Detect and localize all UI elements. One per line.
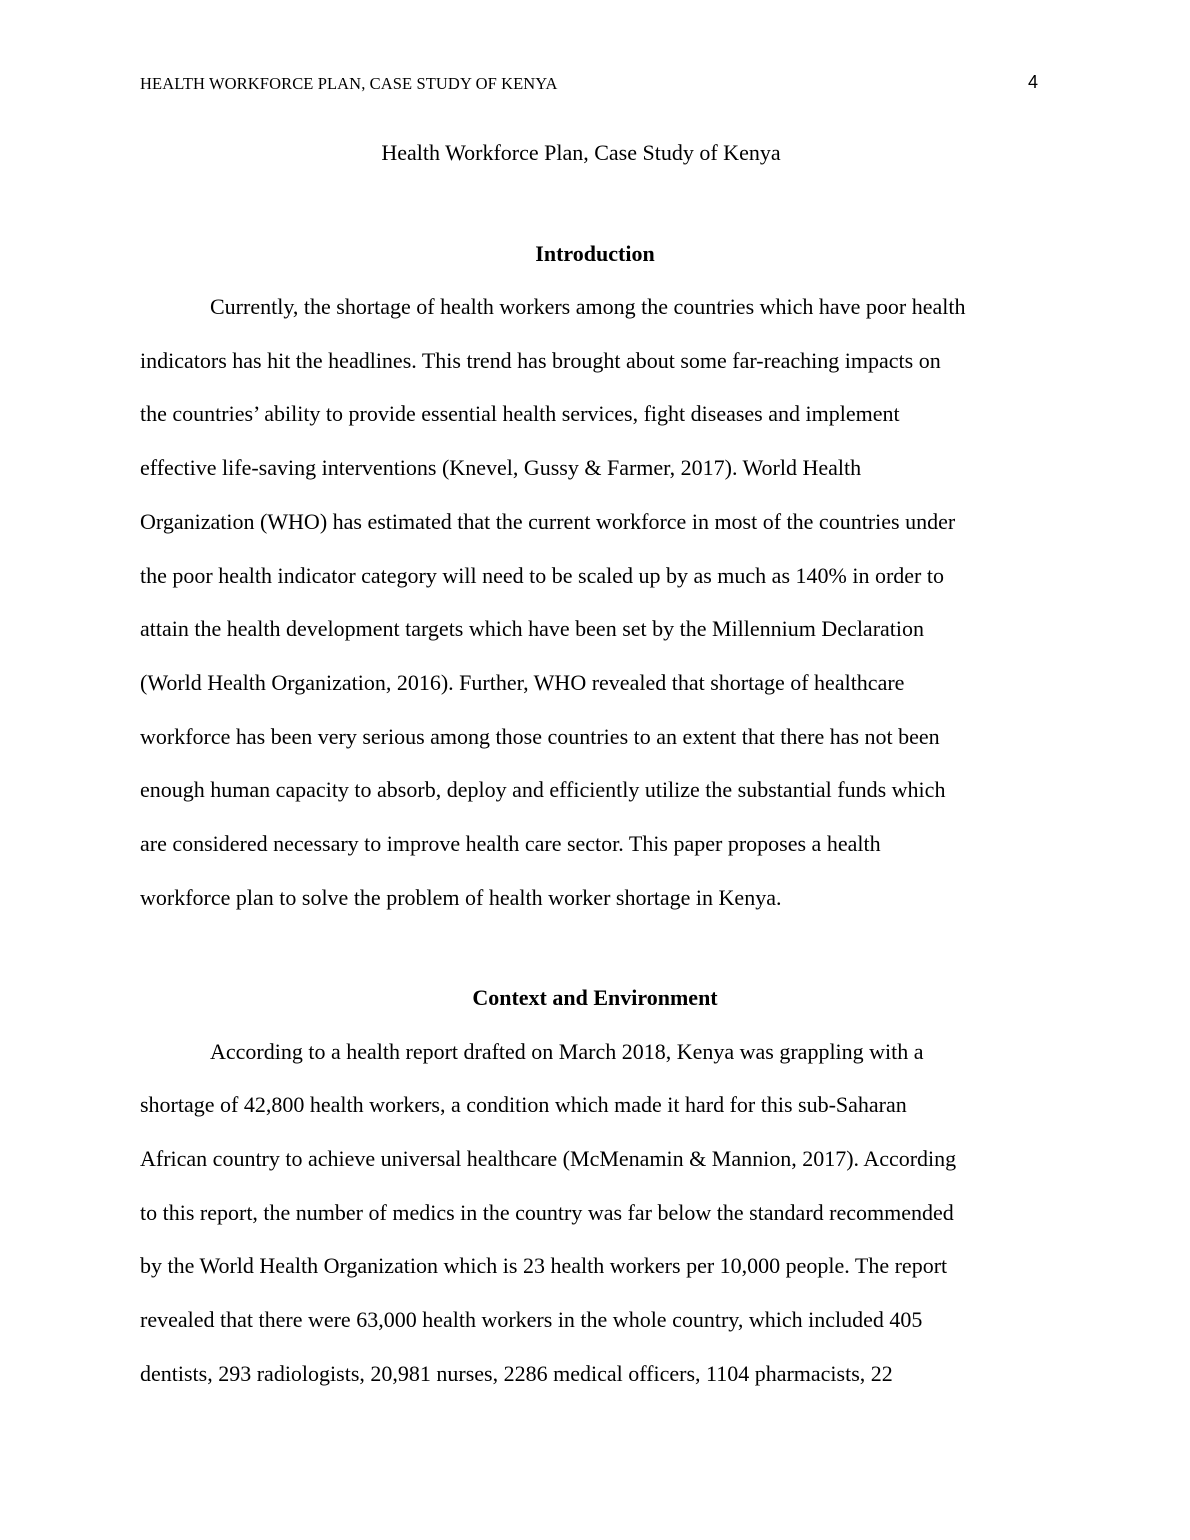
page-number: 4 [1027, 72, 1038, 92]
paragraph-line: by the World Health Organization which is 23 health workers per 10,000 people. The report [140, 1253, 948, 1278]
section-heading-context: Context and Environment [472, 985, 718, 1010]
paragraph-line: (World Health Organization, 2016). Further, WHO revealed that shortage of healthcare [140, 670, 905, 695]
paragraph-line: dentists, 293 radiologists, 20,981 nurses, 2286 medical officers, 1104 pharmacists, 22 [140, 1361, 893, 1386]
paragraph-line: indicators has hit the headlines. This trend has brought about some far-reaching impacts on [140, 348, 941, 373]
paragraph-line: workforce plan to solve the problem of health worker shortage in Kenya. [140, 885, 782, 910]
paragraph-line: According to a health report drafted on March 2018, Kenya was grappling with a [210, 1039, 924, 1064]
paragraph-line: to this report, the number of medics in the country was far below the standard recommended [140, 1200, 954, 1225]
paragraph-line: enough human capacity to absorb, deploy and efficiently utilize the substantial funds which [140, 777, 946, 802]
section-heading-introduction: Introduction [535, 241, 655, 266]
paragraph-line: Currently, the shortage of health workers among the countries which have poor health [210, 294, 966, 319]
paragraph-line: attain the health development targets which have been set by the Millennium Declaration [140, 616, 925, 641]
paragraph-line: the poor health indicator category will need to be scaled up by as much as 140% in order to [140, 563, 944, 588]
running-head: HEALTH WORKFORCE PLAN, CASE STUDY OF KENYA [140, 74, 558, 93]
document-title: Health Workforce Plan, Case Study of Kenya [381, 140, 781, 165]
paragraph-line: Organization (WHO) has estimated that the current workforce in most of the countries under [140, 509, 956, 534]
paragraph-line: effective life-saving interventions (Knevel, Gussy & Farmer, 2017). World Health [140, 455, 862, 480]
paragraph-line: African country to achieve universal healthcare (McMenamin & Mannion, 2017). According [140, 1146, 957, 1171]
paragraph-line: revealed that there were 63,000 health workers in the whole country, which included 405 [140, 1307, 923, 1332]
paragraph-line: are considered necessary to improve health care sector. This paper proposes a health [140, 831, 881, 856]
paragraph-line: shortage of 42,800 health workers, a condition which made it hard for this sub-Saharan [140, 1092, 907, 1117]
paragraph-line: the countries’ ability to provide essential health services, fight diseases and implement [140, 401, 900, 426]
paragraph-line: workforce has been very serious among those countries to an extent that there has not been [140, 724, 940, 749]
